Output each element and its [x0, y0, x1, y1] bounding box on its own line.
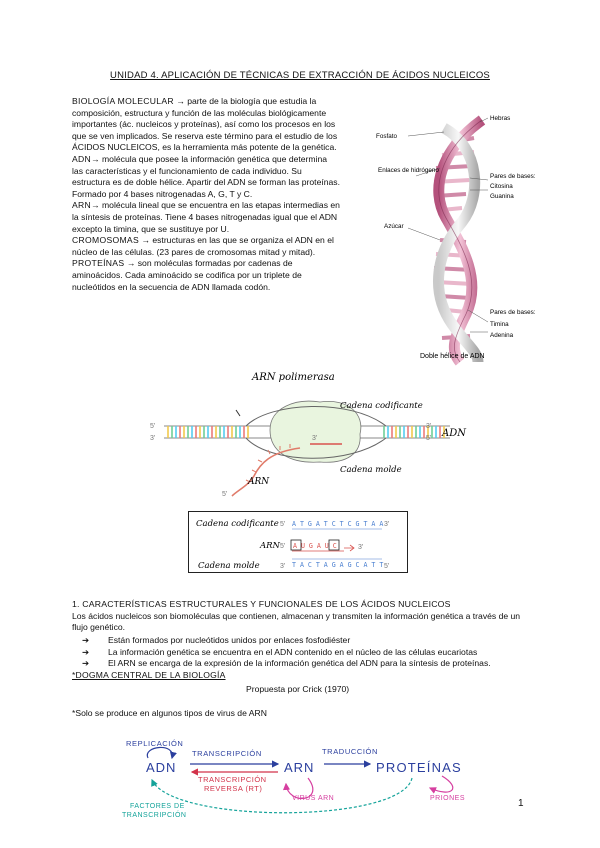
dogma-title: *DOGMA CENTRAL DE LA BIOLOGÍA [72, 670, 226, 680]
seq-molde-5prime: 5' [384, 563, 390, 570]
seq-label-codificante: Cadena codificante [196, 519, 279, 529]
label-arn-polimerasa-text: ARN polimerasa [252, 372, 335, 383]
label-guanina: Guanina [490, 193, 514, 200]
definition-text: → molécula que posee la información genética que determina las características y el funcionamiento de cada individuo. Su estructura es de doble hélice. Apartir del ADN se forman las proteínas. Formado por 4 bases nitrogenadas A, G, T y C. [72, 153, 340, 199]
label-3prime-top-right: 3' [426, 423, 432, 430]
definition-cromosomas [72, 235, 340, 258]
seq-3prime: 3' [384, 521, 390, 528]
label-traduccion: TRADUCCIÓN [322, 747, 378, 756]
arrow-factores-transcripcion [152, 778, 412, 813]
definition-text: → estructuras en las que se organiza el ADN en el núcleo de las células. (23 pares de cromosomas mitad y mitad). [72, 235, 334, 257]
label-rt-1: TRANSCRIPCIÓN [198, 775, 267, 784]
definition-adn [72, 154, 340, 200]
seq-molde: T A C T A G A G C A T T [292, 561, 384, 569]
seq-arn: A U G A U C [293, 542, 337, 550]
section-title: 1. CARACTERÍSTICAS ESTRUCTURALES Y FUNCIONALES DE LOS ÁCIDOS NUCLEICOS [72, 599, 451, 609]
label-factores-2: TRANSCRIPCIÓN [122, 812, 187, 819]
node-arn: ARN [284, 760, 315, 775]
term: CROMOSOMAS [72, 235, 139, 246]
label-azucar: Azúcar [384, 223, 404, 230]
page-number: 1 [518, 798, 524, 809]
arrow-priones [430, 776, 453, 792]
label-rt-2: REVERSA (RT) [204, 784, 263, 793]
label-enlaces-text: Enlaces de hidrógeno [378, 167, 439, 174]
intro-definitions [72, 96, 340, 293]
label-arn-polimerasa [251, 372, 335, 383]
seq-label-arn: ARN [260, 541, 280, 551]
dogma-note: *Solo se produce en algunos tipos de virus de ARN [72, 708, 267, 718]
definition-text: → son moléculas formadas por cadenas de aminoácidos. Cada aminoácido se codifica por un triplete de nucleótidos en la secuencia de ADN llamada codón. [72, 258, 302, 292]
definition-biologia-molecular [72, 96, 340, 154]
label-citosina: Citosina [490, 183, 513, 190]
list-item-text: La información genética se encuentra en el ADN contenido en el núcleo de las células eucariotas [108, 646, 478, 657]
dogma-proposed-by: Propuesta por Crick (1970) [246, 684, 350, 694]
bullet-list [82, 635, 542, 670]
sequence-box-content [188, 511, 408, 573]
label-5prime-bottom-right: 5' [426, 435, 432, 442]
label-virus-arn: VIRUS ARN [292, 795, 335, 802]
label-factores-1: FACTORES DE [130, 803, 185, 810]
helix-caption: Doble hélice de ADN [420, 353, 485, 360]
arrow-icon: ➔ [82, 646, 90, 657]
label-adn: ADN [442, 428, 466, 439]
list-item [82, 658, 542, 670]
dna-helix-figure [370, 100, 550, 370]
definition-text: → molécula lineal que se encuentra en las etapas intermedias en la síntesis de proteínas. Tiene 4 bases nitrogenadas igual que el ADN excepto la timina, que se sustituye por U. [72, 200, 340, 234]
node-proteinas: PROTEÍNAS [376, 760, 462, 775]
seq-label-molde: Cadena molde [198, 561, 260, 571]
term: ARN [72, 200, 92, 211]
label-3prime-bottom-left: 3' [150, 435, 156, 442]
node-adn: ADN [146, 760, 177, 775]
arrow-replicacion [147, 747, 172, 758]
seq-arn-3prime: 3' [358, 544, 364, 551]
seq-codificante: A T G A T C T C G T A A [292, 520, 384, 528]
term: ADN [72, 153, 92, 164]
label-hebras: Hebras [490, 115, 511, 122]
label-pares-bottom: Pares de bases: [490, 309, 536, 316]
list-item [82, 647, 542, 659]
label-3prime-rna: 3' [312, 435, 318, 442]
term: BIOLOGÍA MOLECULAR [72, 96, 174, 106]
definition-proteinas [72, 258, 340, 293]
central-dogma-diagram [112, 728, 492, 824]
label-transcripcion: TRANSCRIPCIÓN [192, 749, 262, 758]
definition-text: → parte de la biología que estudia la composición, estructura y función de las moléculas biológicamente importantes (ác. nucleicos y proteínas), así como los procesos en los que se ven implicados. Se reserva este término para el estudio de los ÁCIDOS NUCLEICOS, es la herramienta más potente de la genética. [72, 96, 338, 153]
page-title: UNIDAD 4. APLICACIÓN DE TÉCNICAS DE EXTRACCIÓN DE ÁCIDOS NUCLEICOS [110, 70, 490, 81]
list-item [82, 635, 542, 647]
label-cadena-molde: Cadena molde [340, 465, 402, 475]
label-5prime-rna: 5' [222, 491, 228, 498]
label-5prime-top-left: 5' [150, 423, 156, 430]
arrow-icon: ➔ [82, 658, 90, 669]
label-arn: ARN [248, 477, 270, 487]
label-cadena-codificante: Cadena codificante [340, 401, 423, 411]
label-enlaces [378, 167, 439, 174]
seq-5prime: 5' [280, 521, 286, 528]
list-item-text: El ARN se encarga de la expresión de la información genética del ADN para la síntesis de proteínas. [108, 658, 491, 669]
label-timina: Timina [490, 321, 509, 328]
definition-arn [72, 200, 340, 235]
section-body: Los ácidos nucleicos son biomoléculas que contienen, almacenan y transmiten la información genética a través de un flujo genético. [72, 611, 521, 633]
label-adenina: Adenina [490, 332, 514, 339]
term: PROTEÍNAS [72, 258, 125, 269]
label-replicacion: REPLICACIÓN [126, 739, 184, 748]
label-fosfato: Fosfato [376, 133, 397, 140]
seq-molde-3prime: 3' [280, 563, 286, 570]
label-pares-top: Pares de bases: [490, 173, 536, 180]
list-item-text: Están formados por nucleótidos unidos por enlaces fosfodiéster [108, 635, 351, 645]
transcription-figure [150, 368, 480, 508]
arrow-icon: ➔ [82, 635, 90, 645]
label-priones: PRIONES [430, 795, 466, 802]
seq-arn-5prime: 5' [280, 543, 286, 550]
